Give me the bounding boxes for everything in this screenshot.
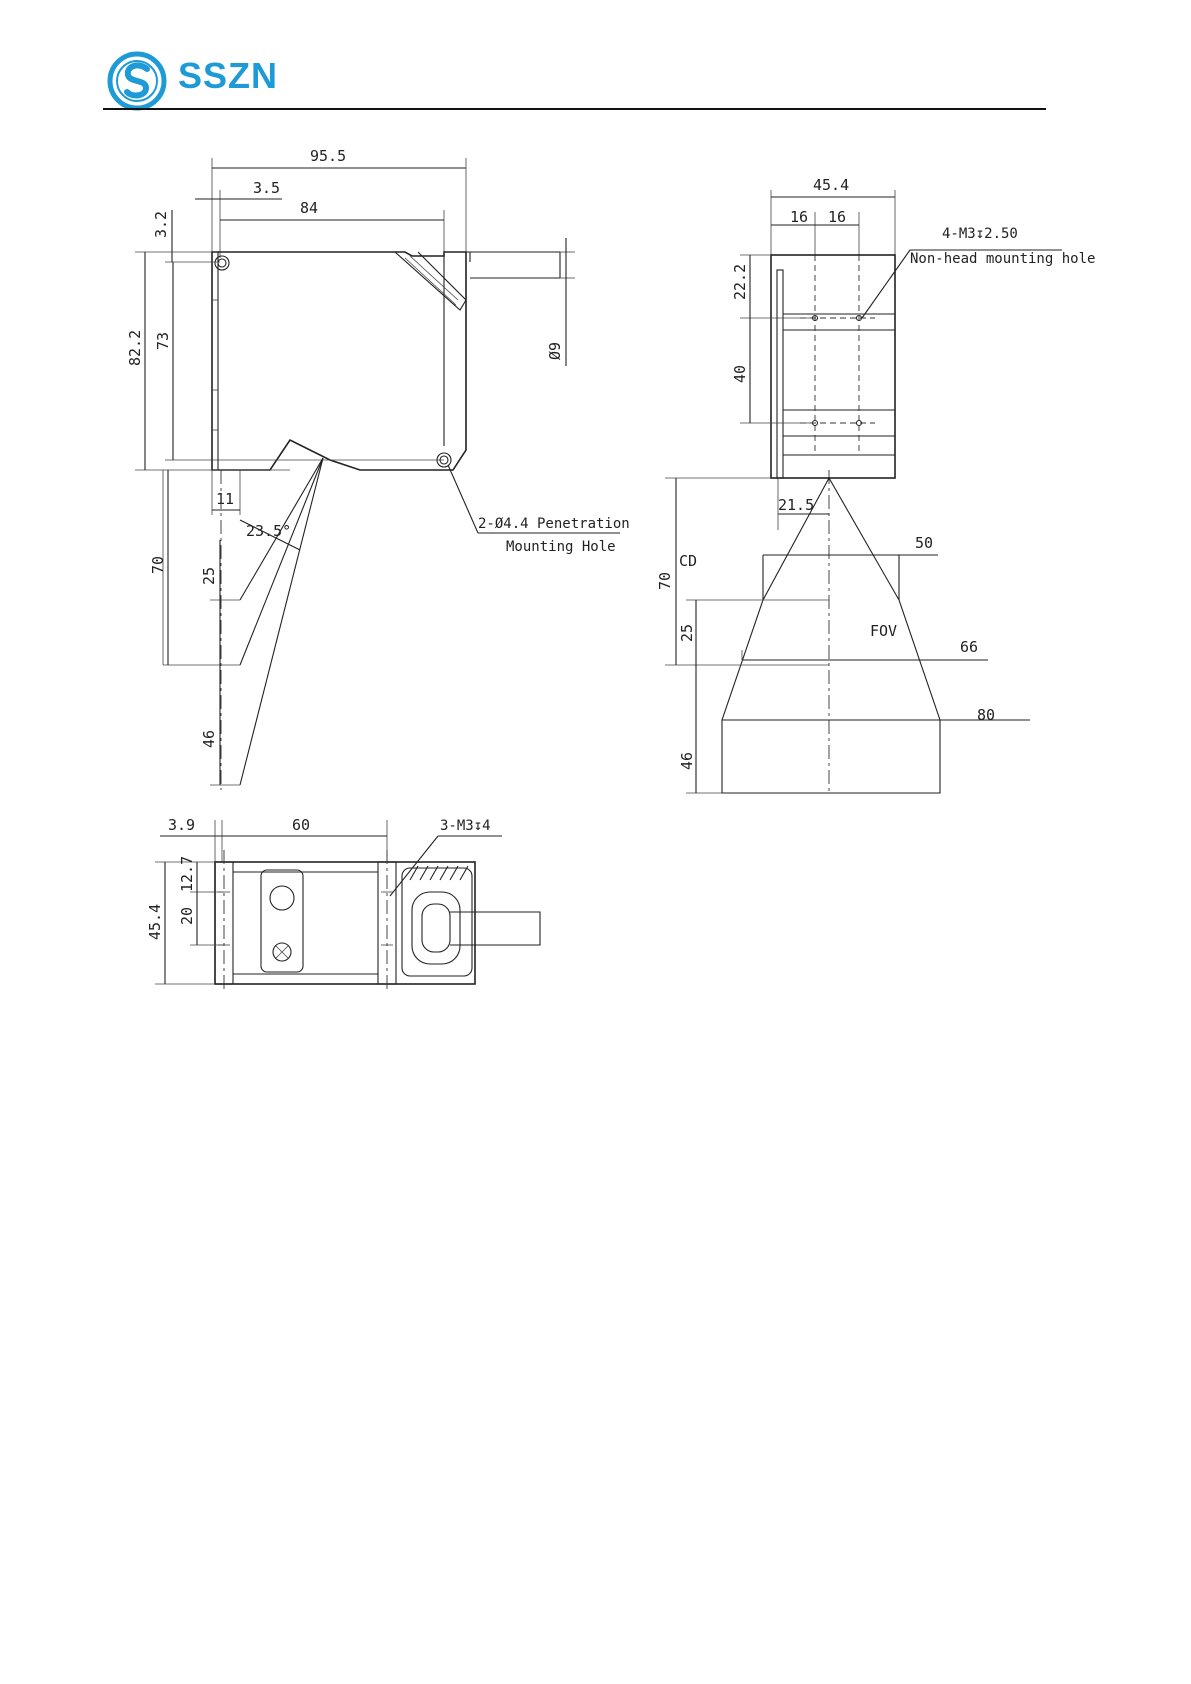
side-view (126, 147, 630, 790)
brand-name: SSZN (178, 55, 279, 96)
dim-front-25: 25 (678, 623, 696, 642)
fov-label: FOV (870, 622, 898, 640)
dim-front-70: 70 (656, 571, 674, 590)
dim-84: 84 (300, 199, 319, 217)
dim-22-2: 22.2 (731, 263, 749, 300)
note-m3-holes: 4-M3↧2.50 (942, 226, 1018, 242)
note-mounting-hole: Mounting Hole (506, 539, 616, 555)
cd-label: CD (679, 552, 698, 570)
dim-60: 60 (292, 816, 311, 834)
dim-16-right: 16 (828, 208, 847, 226)
front-view (656, 176, 1095, 793)
dim-16-left: 16 (790, 208, 809, 226)
dim-3-9: 3.9 (168, 816, 196, 834)
dim-40: 40 (731, 364, 749, 383)
dim-3-5: 3.5 (253, 179, 281, 197)
dim-95-5: 95.5 (310, 147, 347, 165)
dim-45-4-top: 45.4 (813, 176, 850, 194)
dim-front-46: 46 (678, 751, 696, 770)
dim-46: 46 (200, 729, 218, 748)
dim-73: 73 (154, 331, 172, 350)
dim-25: 25 (200, 566, 218, 585)
dim-bottom-45-4: 45.4 (146, 903, 164, 940)
dim-11: 11 (216, 490, 235, 508)
dim-fov-50: 50 (915, 534, 934, 552)
note-m3-thread: 3-M3↧4 (440, 818, 491, 834)
dim-20: 20 (178, 906, 196, 925)
dim-fov-66: 66 (960, 638, 979, 656)
dim-fov-80: 80 (977, 706, 996, 724)
dim-70: 70 (149, 555, 167, 574)
dim-82-2: 82.2 (126, 329, 144, 366)
dim-dia-9: Ø9 (546, 341, 564, 360)
dim-3-2: 3.2 (152, 210, 170, 238)
note-non-head-hole: Non-head mounting hole (910, 251, 1096, 267)
dim-21-5: 21.5 (778, 496, 815, 514)
bottom-view (146, 816, 540, 990)
note-penetration-hole: 2-Ø4.4 Penetration (478, 516, 630, 532)
dim-angle-23-5: 23.5° (246, 522, 292, 540)
dim-12-7: 12.7 (178, 855, 196, 892)
